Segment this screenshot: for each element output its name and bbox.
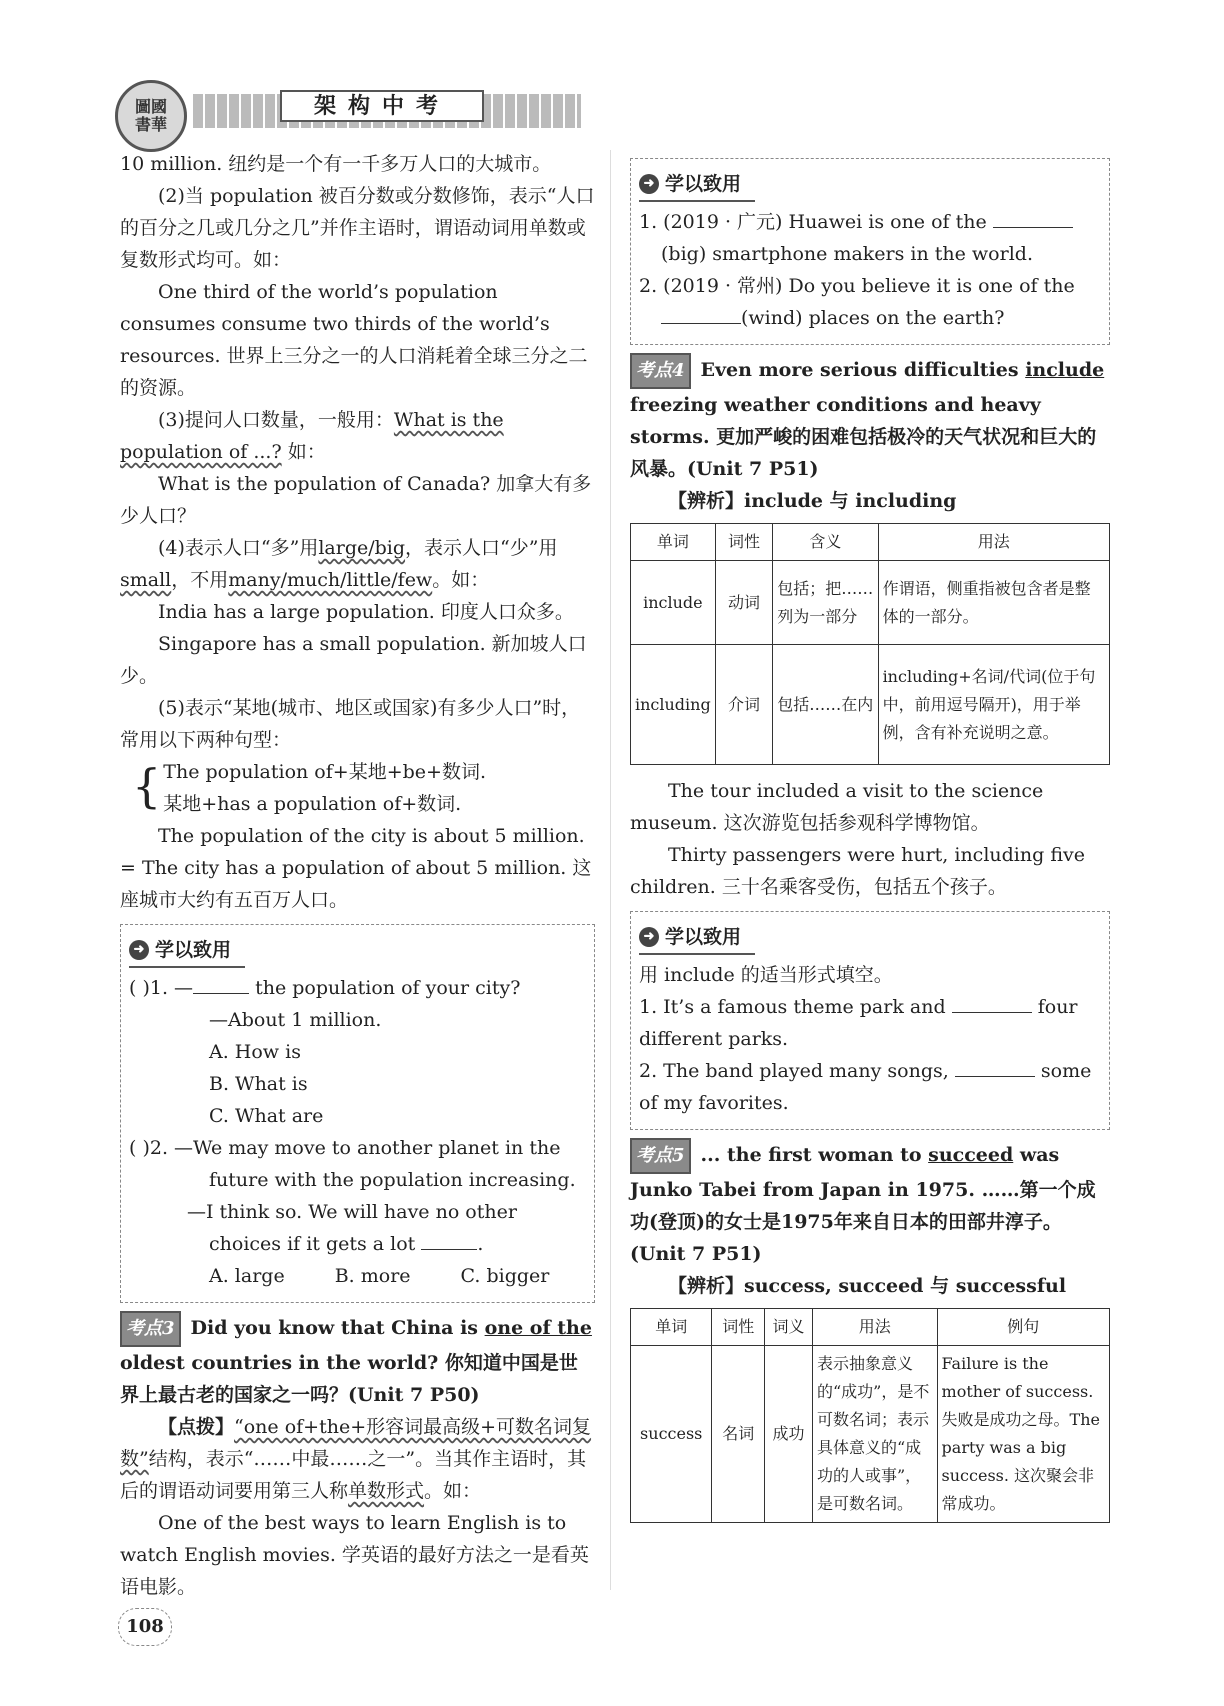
rule-3: (3)提问人口数量，一般用：What is the population of ...? 如： (120, 409, 504, 463)
fill-question-cont: (wind) places on the earth? (639, 302, 1103, 334)
left-column (120, 148, 595, 1603)
answer-blank[interactable] (661, 305, 741, 324)
answer-blank[interactable] (955, 1058, 1035, 1077)
example-fraction: One third of the world’s population consumes consume two thirds of the world’s resources. 世界上三分之一的人口消耗着全球三分之二的资源。 (120, 281, 588, 399)
q1-reply: —About 1 million. (209, 1009, 382, 1031)
logo-text: 圖國書華 (134, 97, 167, 134)
instruction: 用 include 的适当形式填空。 (639, 964, 893, 986)
example-english: One of the best ways to learn English is to watch English movies. 学英语的最好方法之一是看英语电影。 (120, 1512, 589, 1598)
q2-options (129, 1260, 588, 1292)
fill-question: 1. (2019 · 广元) Huawei is one of the (639, 206, 1103, 238)
kaodian-5: 考点5 ... the first woman to succeed was Junko Tabei from Japan in 1975. ……第一个成功(登顶)的女士是1975年来自日本的田部井淳子。(Unit 7 P51) (630, 1138, 1110, 1270)
rule-4: (4)表示人口“多”用large/big，表示人口“少”用small，不用many/much/little/few。如： (120, 537, 558, 591)
fill-question: 2. (2019 · 常州) Do you believe it is one of the (639, 275, 1075, 297)
pattern-brace: { The population of+某地+be+数词. 某地+has a population of+数词. (120, 756, 595, 820)
option[interactable]: A. large (209, 1265, 285, 1287)
table-row: include 动词 包括；把……列为一部分 作谓语，侧重指被包含者是整体的一部分。 (631, 561, 1110, 645)
bianxi-5: 【辨析】success, succeed 与 successful (668, 1275, 1067, 1297)
question-1: ( )1. — the population of your city? (129, 977, 521, 999)
example-singapore: Singapore has a small population. 新加坡人口少。 (120, 633, 587, 687)
column-divider (610, 150, 611, 1590)
fill-question: 2. The band played many songs, some of my favorites. (639, 1060, 1092, 1114)
pattern-1: The population of+某地+be+数词. (163, 761, 486, 783)
example-india: India has a large population. 印度人口众多。 (158, 601, 574, 623)
example-passengers: Thirty passengers were hurt, including five children. 三十名乘客受伤，包括五个孩子。 (630, 844, 1085, 898)
fill-question: 1. It’s a famous theme park and four different parks. (639, 996, 1078, 1050)
practice-box-3 (630, 911, 1110, 1130)
kaodian-label: 考点5 (630, 1138, 691, 1174)
arrow-icon: ➜ (639, 174, 659, 194)
page-number: 108 (118, 1608, 172, 1646)
practice-header: ➜ 学以致用 (639, 168, 755, 202)
kaodian-3: 考点3 Did you know that China is one of the oldest countries in the world? 你知道中国是世界上最古老的国家之一吗？(Unit 7 P50) (120, 1311, 595, 1411)
right-column (630, 158, 1110, 1523)
table-header-row: 单词 词性 词义 用法 例句 (631, 1309, 1110, 1346)
arrow-icon: ➜ (129, 940, 149, 960)
practice-header: ➜ 学以致用 (129, 934, 245, 968)
option[interactable]: B. What is (209, 1073, 308, 1095)
publisher-logo (115, 80, 187, 152)
answer-blank[interactable] (993, 209, 1073, 228)
answer-blank[interactable] (421, 1231, 477, 1250)
answer-blank[interactable] (952, 994, 1032, 1013)
practice-header: ➜ 学以致用 (639, 921, 755, 955)
example-city: The population of the city is about 5 million. = The city has a population of about 5 million. 这座城市大约有五百万人口。 (120, 825, 592, 911)
table-success (630, 1308, 1110, 1523)
kaodian-label: 考点4 (630, 353, 691, 389)
page-header (115, 80, 475, 138)
rule-2: (2)当 population 被百分数或分数修饰，表示“人口的百分之几或几分之几”并作主语时，谓语动词用单数或复数形式均可。如： (120, 185, 595, 271)
practice-box-1 (120, 924, 595, 1303)
practice-box-2 (630, 158, 1110, 345)
table-include (630, 523, 1110, 765)
kaodian-label: 考点3 (120, 1311, 181, 1347)
fill-question-cont: (big) smartphone makers in the world. (661, 243, 1033, 265)
example-tour: The tour included a visit to the science museum. 这次游览包括参观科学博物馆。 (630, 780, 1044, 834)
q2-reply: —I think so. We will have no other choices if it gets a lot . (187, 1201, 517, 1255)
option[interactable]: B. more (334, 1265, 411, 1287)
option[interactable]: A. How is (209, 1041, 301, 1063)
bianxi-4: 【辨析】include 与 including (668, 490, 957, 512)
text-line: 10 million. 纽约是一个有一千多万人口的大城市。 (120, 153, 552, 175)
example-canada: What is the population of Canada? 加拿大有多少人口？ (120, 473, 592, 527)
rule-5: (5)表示“某地(城市、地区或国家)有多少人口”时，常用以下两种句型： (120, 697, 581, 751)
table-row: success 名词 成功 表示抽象意义的“成功”，是不可数名词；表示具体意义的“成功的人或事”，是可数名词。 Failure is the mother of success. 失败是成功之母。The party was a big success. 这次聚会非常成功。 (631, 1346, 1110, 1523)
table-header-row: 单词 词性 含义 用法 (631, 524, 1110, 561)
question-2: ( )2. —We may move to another planet in the future with the population increasing. (129, 1137, 576, 1191)
header-title: 架构中考 (280, 90, 484, 122)
arrow-icon: ➜ (639, 927, 659, 947)
kaodian-4: 考点4 Even more serious difficulties include freezing weather conditions and heavy storms. 更加严峻的困难包括极冷的天气状况和巨大的风暴。(Unit 7 P51) (630, 353, 1110, 485)
table-row: including 介词 包括……在内 including+名词/代词(位于句中，前用逗号隔开)，用于举例，含有补充说明之意。 (631, 645, 1110, 765)
option[interactable]: C. bigger (460, 1265, 550, 1287)
option[interactable]: C. What are (209, 1105, 324, 1127)
pattern-2: 某地+has a population of+数词. (163, 793, 462, 815)
dianbo: 【点拨】“one of+the+形容词最高级+可数名词复数”结构，表示“……中最……之一”。当其作主语时，其后的谓语动词要用第三人称单数形式。如： (120, 1416, 592, 1502)
answer-blank[interactable] (193, 975, 249, 994)
